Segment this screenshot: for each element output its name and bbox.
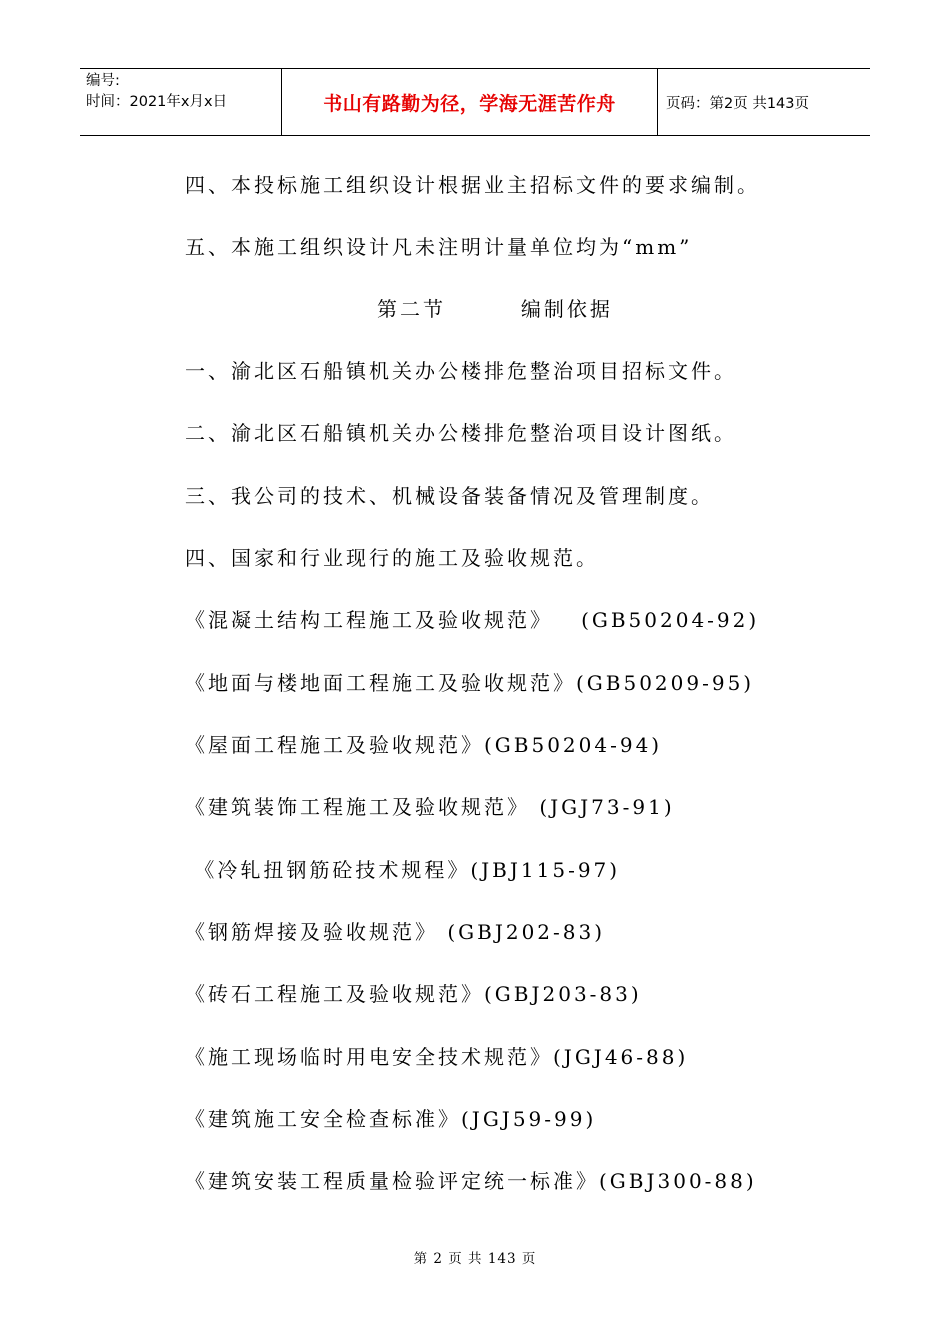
header-meta (80, 69, 282, 135)
standard-item: 《钢筋焊接及验收规范》 (GBJ202-83) (185, 920, 606, 944)
basis-item-4: 四、国家和行业现行的施工及验收规范。 (185, 546, 599, 570)
paragraph-5-units: 五、本施工组织设计凡未注明计量单位均为“mm” (185, 235, 693, 259)
page-header (80, 68, 870, 136)
basis-item-1: 一、渝北区石船镇机关办公楼排危整治项目招标文件。 (185, 359, 737, 383)
header-page-info: 页码：第2页 共143页 (666, 95, 810, 112)
document-date: 时间：2021年x月x日 (86, 94, 228, 110)
standard-item: 《建筑施工安全检查标准》(JGJ59-99) (185, 1107, 597, 1131)
standard-item: 《砖石工程施工及验收规范》(GBJ203-83) (185, 982, 642, 1006)
basis-item-2: 二、渝北区石船镇机关办公楼排危整治项目设计图纸。 (185, 421, 737, 445)
document-number-label: 编号: (86, 73, 120, 89)
standard-item: 《建筑安装工程质量检验评定统一标准》(GBJ300-88) (185, 1169, 757, 1193)
header-motto: 书山有路勤为径，学海无涯苦作舟 (282, 69, 658, 135)
standard-item: 《建筑装饰工程施工及验收规范》 (JGJ73-91) (185, 795, 675, 819)
standard-item: 《冷轧扭钢筋砼技术规程》(JBJ115-97) (185, 858, 621, 882)
standard-item: 《地面与楼地面工程施工及验收规范》(GB50209-95) (185, 671, 755, 695)
standard-item: 《屋面工程施工及验收规范》(GB50204-94) (185, 733, 663, 757)
section-title: 第二节 编制依据 (377, 297, 613, 321)
standard-item: 《施工现场临时用电安全技术规范》(JGJ46-88) (185, 1045, 689, 1069)
basis-item-3: 三、我公司的技术、机械设备装备情况及管理制度。 (185, 484, 714, 508)
paragraph-4-tender-basis: 四、本投标施工组织设计根据业主招标文件的要求编制。 (185, 173, 760, 197)
page-footer: 第 2 页 共 143 页 (413, 1251, 537, 1267)
standard-item: 《混凝土结构工程施工及验收规范》 (GB50204-92) (185, 608, 760, 632)
